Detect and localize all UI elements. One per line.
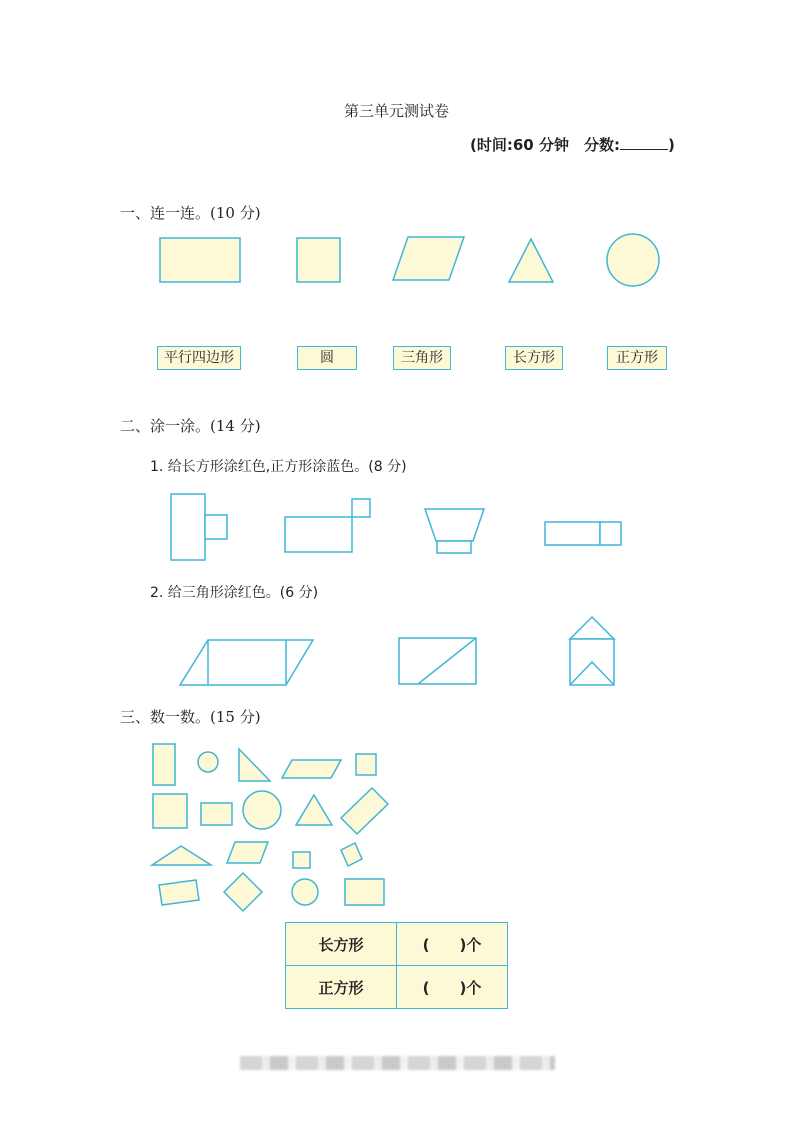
label-square: 正方形 [607,346,667,370]
s2-small-square [205,515,227,539]
row-name-square: 正方形 [286,966,397,1009]
count-table [285,922,508,1009]
table-row [286,923,508,966]
s2-split-rect-right [600,522,621,545]
blurred-footer [240,1056,555,1070]
s1-circle [607,234,659,286]
s2-base-rect [437,541,471,553]
s2-wide-rect [285,517,352,552]
label-triangle: 三角形 [393,346,451,370]
s1-parallelogram [393,237,464,280]
section3-heading: 三、数一数。(15 分) [120,708,261,726]
s2-split-rect-left [545,522,600,545]
s2-diag-rect [399,638,476,684]
row-answer-square[interactable]: ( )个 [397,966,508,1009]
s3-parallelogram-1 [282,760,341,778]
s3-flat-triangle [152,846,211,865]
s3-diamond [224,873,262,911]
s2-parallelogram [180,640,313,685]
table-row [286,966,508,1009]
s2-tall-rect [171,494,205,560]
s3-tilted-square [341,843,362,866]
label-rectangle: 长方形 [505,346,563,370]
s2-house-roof [570,617,614,639]
section2-heading: 二、涂一涂。(14 分) [120,417,261,435]
page-title: 第三单元测试卷 [343,102,449,120]
s2-corner-square [352,499,370,517]
s3-square-3 [293,852,310,868]
meta-close: ) [667,136,675,154]
s3-square-2 [153,794,187,828]
s3-rect-3 [345,879,384,905]
label-parallelogram: 平行四边形 [157,346,241,370]
time-limit: (时间:60 分钟 [470,136,569,154]
section2-q2: 2. 给三角形涂红色。(6 分) [150,585,319,601]
s3-circle-2 [243,791,281,829]
s3-triangle-1 [296,795,332,825]
s3-right-triangle [239,749,270,781]
label-circle: 圆 [297,346,357,370]
s3-square-1 [356,754,376,775]
s2-trapezoid [425,509,484,541]
s3-tilted-rect-2 [159,880,199,905]
row-name-rectangle: 长方形 [286,923,397,966]
s3-tilted-rect [341,788,388,834]
s3-rect-1 [153,744,175,785]
s3-parallelogram-2 [227,842,268,863]
section1-heading: 一、连一连。(10 分) [120,204,261,222]
s1-square [297,238,340,282]
s1-triangle [509,239,553,282]
row-answer-rectangle[interactable]: ( )个 [397,923,508,966]
s1-rectangle [160,238,240,282]
score-label: 分数: [583,136,620,154]
s3-rect-2 [201,803,232,825]
s3-circle-1 [198,752,218,772]
section2-q1: 1. 给长方形涂红色,正方形涂蓝色。(8 分) [150,459,407,475]
s3-circle-3 [292,879,318,905]
